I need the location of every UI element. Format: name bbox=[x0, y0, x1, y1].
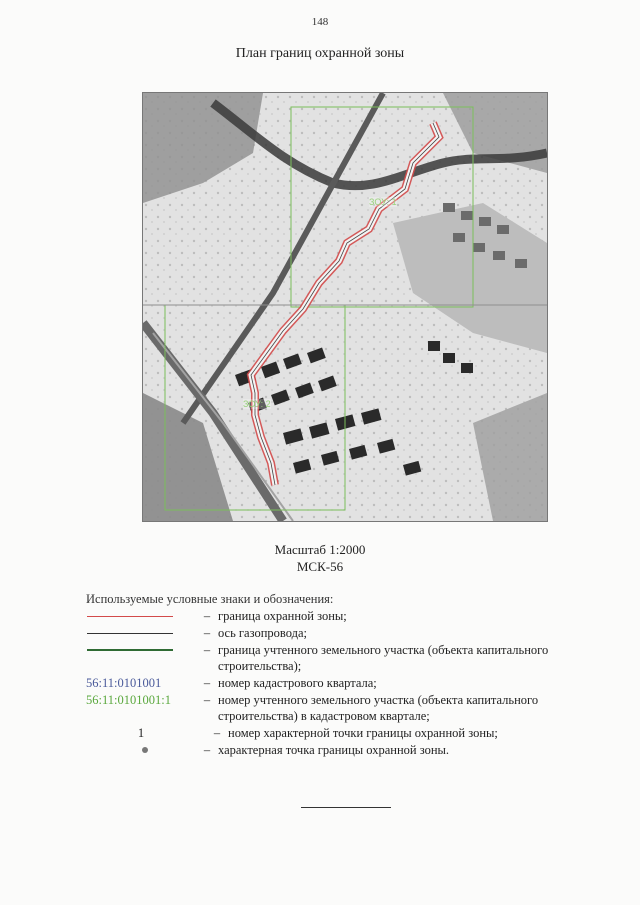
green-line-symbol bbox=[87, 649, 173, 651]
legend-item-parcel-boundary bbox=[86, 642, 586, 674]
coordinate-system-text: МСК-56 bbox=[296, 559, 344, 574]
legend-key bbox=[86, 742, 196, 758]
aerial-map-image bbox=[143, 93, 547, 521]
legend-dash: – bbox=[203, 609, 211, 623]
point-dot-icon bbox=[142, 747, 148, 753]
aerial-map bbox=[142, 92, 548, 522]
scale-block bbox=[0, 541, 640, 575]
quarter-number-symbol: 56:11:0101001 bbox=[86, 676, 162, 690]
page-title: План границ охранной зоны bbox=[235, 46, 405, 61]
parcel-label-2: ЗОУ: 2 bbox=[243, 399, 271, 409]
legend-item-characteristic-point bbox=[86, 742, 586, 758]
legend-dash: – bbox=[203, 743, 211, 757]
legend-heading: Используемые условные знаки и обозначения: bbox=[86, 592, 334, 606]
legend-key bbox=[86, 608, 196, 624]
legend bbox=[86, 591, 586, 758]
legend-item-parcel-number bbox=[86, 692, 586, 724]
scale-text: Масштаб 1:2000 bbox=[274, 542, 366, 557]
point-number-symbol: 1 bbox=[137, 726, 145, 740]
legend-description: номер кадастрового квартала; bbox=[218, 676, 377, 690]
legend-description: номер учтенного земельного участка (объекта капитального строительства) в кадастровом квартале; bbox=[218, 693, 539, 723]
legend-item-quarter-number bbox=[86, 675, 586, 691]
legend-description: граница учтенного земельного участка (объекта капитального строительства); bbox=[218, 643, 549, 673]
legend-item-point-number bbox=[86, 725, 586, 741]
legend-item-pipeline-axis bbox=[86, 625, 586, 641]
black-line-symbol bbox=[87, 633, 173, 634]
legend-dash: – bbox=[203, 676, 211, 690]
legend-description: номер характерной точки границы охранной зоны; bbox=[228, 726, 498, 740]
bottom-rule bbox=[301, 807, 391, 808]
legend-dash: – bbox=[203, 643, 211, 657]
page-number: 148 bbox=[311, 16, 329, 28]
legend-dash: – bbox=[203, 626, 211, 640]
parcel-number-symbol: 56:11:0101001:1 bbox=[86, 693, 171, 707]
parcel-label-1: ЗОУ: 1 bbox=[369, 197, 397, 207]
legend-description: ось газопровода; bbox=[218, 626, 308, 640]
red-line-symbol bbox=[87, 616, 173, 617]
legend-description: граница охранной зоны; bbox=[218, 609, 347, 623]
legend-key bbox=[86, 642, 196, 658]
legend-dash: – bbox=[213, 726, 221, 740]
legend-dash: – bbox=[203, 693, 211, 707]
legend-description: характерная точка границы охранной зоны. bbox=[218, 743, 450, 757]
legend-item-zone-boundary bbox=[86, 608, 586, 624]
legend-key bbox=[86, 625, 196, 641]
